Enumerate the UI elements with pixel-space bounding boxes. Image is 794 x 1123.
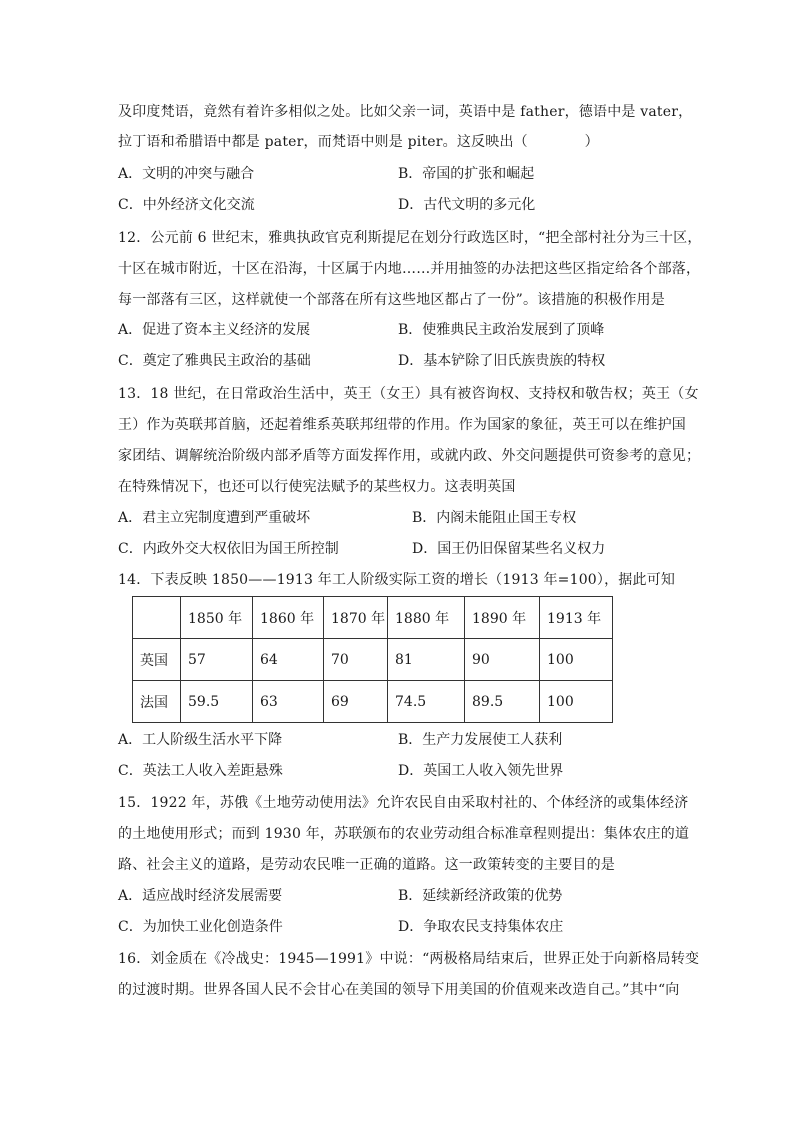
q12-option-a: A．促进了资本主义经济的发展 xyxy=(118,322,311,338)
table-cell: 69 xyxy=(324,681,388,723)
q13-option-d: D．国王仍旧保留某些名义权力 xyxy=(412,541,606,557)
q13-line-3: 家团结、调解统治阶级内部矛盾等方面发挥作用，或就内政、外交问题提供可资参考的意见； xyxy=(118,448,701,464)
q14-option-d: D．英国工人收入领先世界 xyxy=(398,763,564,779)
intro-line-1: 及印度梵语，竟然有着许多相似之处。比如父亲一词，英语中是 father，德语中是 vater， xyxy=(118,104,693,120)
q15-option-a: A．适应战时经济发展需要 xyxy=(118,888,283,904)
q14-option-b: B．生产力发展使工人获利 xyxy=(398,732,563,748)
table-cell: 100 xyxy=(540,681,613,723)
q15-line-2: 的土地使用形式；而到 1930 年，苏联颁布的农业劳动组合标准章程则提出：集体农庄的道 xyxy=(118,826,690,842)
table-cell: 89.5 xyxy=(465,681,540,723)
table-cell xyxy=(133,597,181,639)
q13-option-b: B．内阁未能阻止国王专权 xyxy=(412,510,577,526)
table-row xyxy=(133,681,613,723)
q11-option-b: B．帝国的扩张和崛起 xyxy=(398,166,535,182)
q13-option-c: C．内政外交大权依旧为国王所控制 xyxy=(118,541,339,557)
q11-option-c: C．中外经济文化交流 xyxy=(118,197,255,213)
q15-option-b: B．延续新经济政策的优势 xyxy=(398,888,563,904)
table-cell: 英国 xyxy=(133,639,181,681)
q16-line-2: 的过渡时期。世界各国人民不会甘心在美国的领导下用美国的价值观来改造自己。”其中“向 xyxy=(118,982,680,998)
table-cell: 100 xyxy=(540,639,613,681)
table-cell: 90 xyxy=(465,639,540,681)
q14-stem: 14．下表反映 1850——1913 年工人阶级实际工资的增长（1913 年=100），据此可知 xyxy=(118,572,676,588)
q13-line-4: 在特殊情况下，也还可以行使宪法赋予的某些权力。这表明英国 xyxy=(118,479,516,495)
table-cell: 64 xyxy=(253,639,324,681)
table-cell: 57 xyxy=(181,639,253,681)
q11-option-d: D．古代文明的多元化 xyxy=(398,197,536,213)
q12-line-1: 12．公元前 6 世纪末，雅典执政官克利斯提尼在划分行政选区时，“把全部村社分为三十区， xyxy=(118,230,702,246)
table-cell: 1913 年 xyxy=(540,597,613,639)
q12-line-2: 十区在城市附近，十区在沿海，十区属于内地……并用抽签的办法把这些区指定给各个部落， xyxy=(118,261,701,277)
table-row xyxy=(133,639,613,681)
q14-option-a: A．工人阶级生活水平下降 xyxy=(118,732,283,748)
q15-option-d: D．争取农民支持集体农庄 xyxy=(398,919,564,935)
q12-option-c: C．奠定了雅典民主政治的基础 xyxy=(118,353,311,369)
table-cell: 81 xyxy=(388,639,465,681)
q13-option-a: A．君主立宪制度遭到严重破坏 xyxy=(118,510,311,526)
table-cell: 59.5 xyxy=(181,681,253,723)
q12-line-3: 每一部落有三区，这样就使一个部落在所有这些地区都占了一份”。该措施的积极作用是 xyxy=(118,292,665,308)
table-cell: 1850 年 xyxy=(181,597,253,639)
q12-option-b: B．使雅典民主政治发展到了顶峰 xyxy=(398,322,605,338)
table-cell: 70 xyxy=(324,639,388,681)
table-cell: 63 xyxy=(253,681,324,723)
table-cell: 1890 年 xyxy=(465,597,540,639)
q15-option-c: C．为加快工业化创造条件 xyxy=(118,919,283,935)
table-cell: 1880 年 xyxy=(388,597,465,639)
q15-line-1: 15．1922 年，苏俄《土地劳动使用法》允许农民自由采取村社的、个体经济的或集体经济 xyxy=(118,795,689,811)
q15-line-3: 路、社会主义的道路，是劳动农民唯一正确的道路。这一政策转变的主要目的是 xyxy=(118,857,615,873)
table-cell: 1860 年 xyxy=(253,597,324,639)
q13-line-2: 王）作为英联邦首脑，还起着维系英联邦纽带的作用。作为国家的象征，英王可以在维护国 xyxy=(118,417,686,433)
table-cell: 法国 xyxy=(133,681,181,723)
table-header-row xyxy=(133,597,613,639)
q12-option-d: D．基本铲除了旧氏族贵族的特权 xyxy=(398,353,606,369)
q13-line-1: 13．18 世纪，在日常政治生活中，英王（女王）具有被咨询权、支持权和敬告权；英王（女 xyxy=(118,386,699,402)
table-cell: 1870 年 xyxy=(324,597,388,639)
intro-line-2: 拉丁语和希腊语中都是 pater，而梵语中则是 piter。这反映出（ ） xyxy=(118,134,599,150)
table-cell: 74.5 xyxy=(388,681,465,723)
wage-table xyxy=(132,596,613,723)
q14-option-c: C．英法工人收入差距悬殊 xyxy=(118,763,283,779)
q11-option-a: A．文明的冲突与融合 xyxy=(118,166,255,182)
q16-line-1: 16．刘金质在《冷战史：1945—1991》中说：“两极格局结束后，世界正处于向新格局转变 xyxy=(118,951,700,967)
